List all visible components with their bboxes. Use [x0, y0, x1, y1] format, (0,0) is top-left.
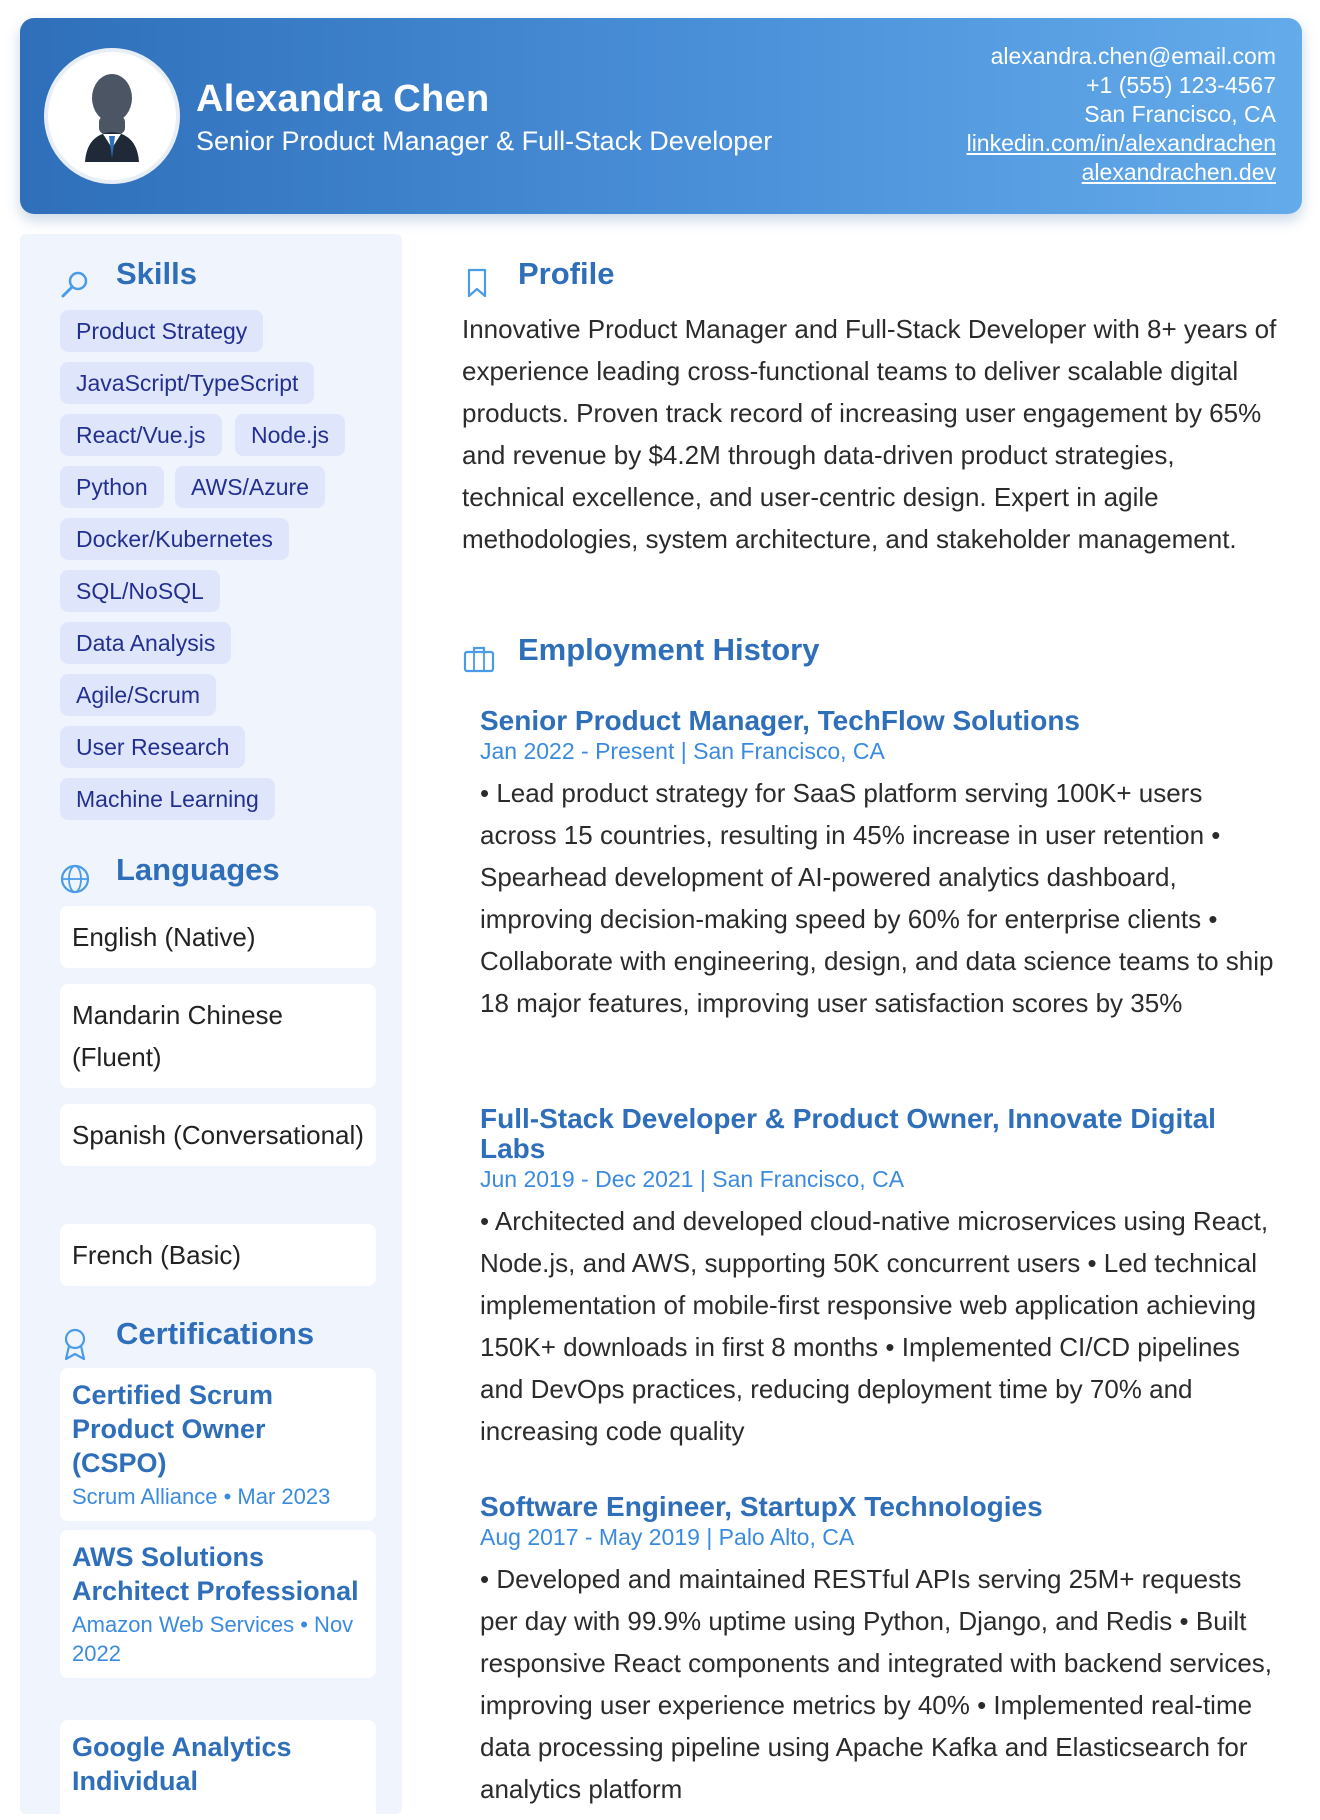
job-title: Full-Stack Developer & Product Owner, Innovate Digital Labs [480, 1103, 1216, 1164]
skill-chip: Agile/Scrum [60, 674, 216, 716]
contact-phone: +1 (555) 123-4567 [1086, 72, 1276, 98]
job-description: • Developed and maintained RESTful APIs serving 25M+ requests per day with 99.9% uptime using Python, Django, and Redis • Built responsive React components and integrated with backend services, improving user experience metrics by 40% • Implemented real-time data processing pipeline using Apache Kafka and Elasticsearch for analytics platform [480, 1564, 1272, 1804]
profile-text: Innovative Product Manager and Full-Stack Developer with 8+ years of experience leading cross-functional teams to deliver scalable digital products. Proven track record of increasing user engagement by 65% and revenue by $4.2M through data-driven product strategies, technical excellence, and user-centric design. Expert in agile methodologies, system architecture, and stakeholder management. [462, 314, 1277, 554]
certifications-heading [60, 1316, 314, 1352]
skill-chip: AWS/Azure [175, 466, 325, 508]
job-title: Senior Product Manager, TechFlow Solutions [480, 705, 1080, 736]
language-item: French (Basic) [60, 1224, 376, 1286]
skill-chip: Product Strategy [60, 310, 263, 352]
job-title: Software Engineer, StartupX Technologies [480, 1491, 1043, 1522]
language-item: Mandarin Chinese (Fluent) [60, 984, 376, 1088]
certification-meta: Amazon Web Services • Nov 2022 [72, 1612, 354, 1666]
skills-heading [60, 256, 197, 292]
globe-icon [58, 862, 92, 896]
contact-block [967, 42, 1276, 187]
skills-title: Skills [116, 256, 197, 291]
certification-meta: Scrum Alliance • Mar 2023 [72, 1484, 331, 1509]
contact-email[interactable]: alexandra.chen@email.com [990, 43, 1276, 69]
job-entry [480, 1492, 1280, 1810]
profile-title: Profile [518, 256, 615, 291]
certification-name: Google Analytics Individual [72, 1732, 292, 1796]
certification-card [60, 1368, 376, 1521]
avatar [44, 48, 180, 184]
resume-header [20, 18, 1302, 214]
skill-chip: JavaScript/TypeScript [60, 362, 314, 404]
linkedin-link[interactable]: linkedin.com/in/alexandrachen [966, 130, 1276, 156]
job-meta: Jan 2022 - Present | San Francisco, CA [480, 738, 885, 764]
skill-chip: Python [60, 466, 164, 508]
employment-title: Employment History [518, 632, 820, 667]
job-meta: Jun 2019 - Dec 2021 | San Francisco, CA [480, 1166, 905, 1192]
job-description: • Lead product strategy for SaaS platform serving 100K+ users across 15 countries, resulting in 45% increase in user retention • Spearhead development of AI-powered analytics dashboard, improving decision-making speed by 60% for enterprise clients • Collaborate with engineering, design, and data science teams to ship 18 major features, improving user satisfaction scores by 35% [480, 778, 1274, 1018]
job-entry [480, 706, 1280, 1024]
skill-chip: User Research [60, 726, 245, 768]
search-icon [58, 268, 92, 302]
certification-name: Certified Scrum Product Owner (CSPO) [72, 1380, 274, 1478]
skill-chip: SQL/NoSQL [60, 570, 220, 612]
candidate-name: Alexandra Chen [196, 78, 490, 120]
job-entry [480, 1104, 1280, 1452]
skill-chip: React/Vue.js [60, 414, 222, 456]
skill-chip: Node.js [235, 414, 345, 456]
certification-name: AWS Solutions Architect Professional [72, 1542, 359, 1606]
website-link[interactable]: alexandrachen.dev [1081, 159, 1276, 185]
certifications-title: Certifications [116, 1316, 315, 1351]
person-icon [77, 66, 147, 166]
skill-chip: Docker/Kubernetes [60, 518, 289, 560]
language-item: Spanish (Conversational) [60, 1104, 376, 1166]
award-icon [58, 1326, 92, 1362]
language-item: English (Native) [60, 906, 376, 968]
job-description: • Architected and developed cloud-native microservices using React, Node.js, and AWS, supporting 50K concurrent users • Led technical implementation of mobile-first responsive web application achieving 150K+ downloads in first 8 months • Implemented CI/CD pipelines and DevOps practices, reducing deployment time by 70% and increasing code quality [480, 1206, 1269, 1446]
contact-location: San Francisco, CA [1084, 101, 1276, 127]
certification-card [60, 1720, 376, 1820]
languages-title: Languages [116, 852, 280, 887]
bookmark-icon [462, 266, 492, 300]
certification-card [60, 1530, 376, 1678]
briefcase-icon [462, 642, 496, 676]
job-meta: Aug 2017 - May 2019 | Palo Alto, CA [480, 1524, 855, 1550]
candidate-title: Senior Product Manager & Full-Stack Developer [196, 126, 773, 156]
skill-chip: Data Analysis [60, 622, 231, 664]
skill-chip: Machine Learning [60, 778, 275, 820]
languages-heading [60, 852, 280, 888]
